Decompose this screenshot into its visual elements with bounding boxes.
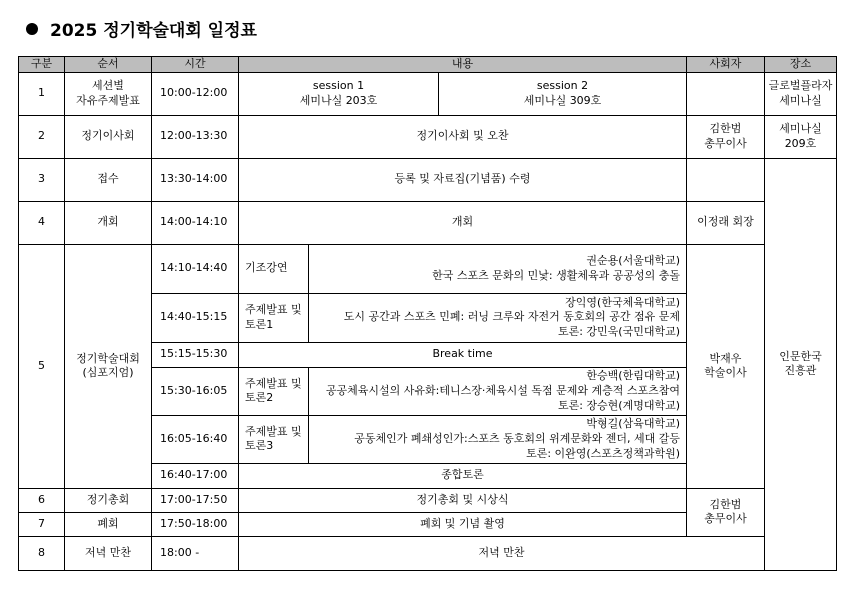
mc-role: 총무이사 xyxy=(704,136,747,150)
place-line: 인문한국 xyxy=(779,349,822,363)
place-line: 209호 xyxy=(784,136,817,150)
talk-label xyxy=(239,367,309,415)
label-line: 주제발표 및 xyxy=(245,376,302,390)
discussant-line: 토론: 이완영(스포츠정책과학원) xyxy=(526,446,680,460)
order-cell: 개회 xyxy=(65,201,152,244)
mc-cell xyxy=(687,72,765,115)
row-number: 5 xyxy=(19,244,65,488)
table-row xyxy=(19,201,837,244)
place-cell xyxy=(765,158,837,570)
header-jangso: 장소 xyxy=(765,57,837,73)
session-title: session 2 xyxy=(536,79,589,92)
label-line: 주제발표 및 xyxy=(245,424,302,438)
table-row xyxy=(19,244,837,293)
talk-content xyxy=(309,367,687,415)
mc-role: 총무이사 xyxy=(704,512,747,526)
session-room: 세미나실 203호 xyxy=(299,93,378,107)
row-number: 4 xyxy=(19,201,65,244)
speaker-line: 장익영(한국체육대학교) xyxy=(565,295,680,309)
speaker-line: 권순용(서울대학교) xyxy=(586,254,680,267)
place-line: 글로벌플라자 xyxy=(768,79,833,92)
topic-line: 공동체인가 폐쇄성인가:스포츠 동호회의 위계문화와 젠더, 세대 갈등 xyxy=(354,431,680,445)
order-line: 자유주제발표 xyxy=(76,93,140,107)
order-cell: 저녁 만찬 xyxy=(65,536,152,570)
table-row xyxy=(19,158,837,201)
page-title xyxy=(26,16,257,41)
time-cell: 14:10-14:40 xyxy=(152,244,239,293)
row-number: 1 xyxy=(19,72,65,115)
order-cell xyxy=(65,244,152,488)
time-cell: 14:00-14:10 xyxy=(152,201,239,244)
mc-cell xyxy=(687,158,765,201)
order-cell xyxy=(65,72,152,115)
discussant-line: 토론: 강민욱(국민대학교) xyxy=(557,325,680,339)
row-number: 6 xyxy=(19,488,65,512)
header-sigan: 시간 xyxy=(152,57,239,73)
time-cell: 12:00-13:30 xyxy=(152,115,239,158)
topic-line: 도시 공간과 스포츠 민폐: 러닝 크루와 자전거 동호회의 공간 점유 문제 xyxy=(343,310,680,324)
row-number: 3 xyxy=(19,158,65,201)
time-cell: 15:30-16:05 xyxy=(152,367,239,415)
talk-label: 기조강연 xyxy=(239,244,309,293)
order-line: 세션별 xyxy=(92,79,124,92)
order-cell: 접수 xyxy=(65,158,152,201)
content-cell: 정기이사회 및 오찬 xyxy=(239,115,687,158)
topic-line: 공공체육시설의 사유화:테니스장·체육시설 독점 문제와 계층적 스포츠참여 xyxy=(325,383,680,397)
mc-cell xyxy=(687,488,765,536)
time-cell: 10:00-12:00 xyxy=(152,72,239,115)
order-line: (심포지엄) xyxy=(82,366,134,380)
time-cell: 16:40-17:00 xyxy=(152,463,239,488)
session-room: 세미나실 309호 xyxy=(523,93,602,107)
header-naeyong: 내용 xyxy=(239,57,687,73)
time-cell: 16:05-16:40 xyxy=(152,415,239,463)
topic-line: 한국 스포츠 문화의 민낯: 생활체육과 공공성의 충돌 xyxy=(432,268,680,282)
content-cell: 개회 xyxy=(239,201,687,244)
content-cell: 폐회 및 기념 촬영 xyxy=(239,512,687,536)
header-row xyxy=(19,57,837,73)
row-number: 2 xyxy=(19,115,65,158)
mc-name: 김한범 xyxy=(709,122,742,135)
table-row xyxy=(19,536,837,570)
schedule-table xyxy=(18,56,837,571)
bullet-icon xyxy=(26,23,38,35)
content-cell: 저녁 만찬 xyxy=(239,536,765,570)
content-cell: Break time xyxy=(239,342,687,367)
time-cell: 13:30-14:00 xyxy=(152,158,239,201)
time-cell: 14:40-15:15 xyxy=(152,293,239,342)
time-cell: 17:00-17:50 xyxy=(152,488,239,512)
header-sahoeja: 사회자 xyxy=(687,57,765,73)
session1-cell xyxy=(239,72,439,115)
time-cell: 15:15-15:30 xyxy=(152,342,239,367)
table-row xyxy=(19,72,837,115)
table-row xyxy=(19,115,837,158)
speaker-line: 박형길(삼육대학교) xyxy=(586,417,680,431)
order-cell: 정기총회 xyxy=(65,488,152,512)
content-cell: 정기총회 및 시상식 xyxy=(239,488,687,512)
header-sunseo: 순서 xyxy=(65,57,152,73)
time-cell: 18:00 - xyxy=(152,536,239,570)
talk-content xyxy=(309,244,687,293)
label-line: 주제발표 및 xyxy=(245,303,302,316)
mc-name: 박재우 xyxy=(709,351,742,365)
mc-name: 김한범 xyxy=(709,497,742,511)
label-line: 토론2 xyxy=(245,391,274,405)
place-cell xyxy=(765,72,837,115)
talk-label xyxy=(239,415,309,463)
order-cell: 폐회 xyxy=(65,512,152,536)
speaker-line: 한승백(한림대학교) xyxy=(586,369,680,383)
place-line: 진흥관 xyxy=(784,364,817,378)
table-row xyxy=(19,488,837,512)
title-text: 2025 정기학술대회 일정표 xyxy=(50,21,257,41)
header-gubun: 구분 xyxy=(19,57,65,73)
row-number: 7 xyxy=(19,512,65,536)
mc-cell xyxy=(687,115,765,158)
content-cell: 종합토론 xyxy=(239,463,687,488)
place-cell xyxy=(765,115,837,158)
time-cell: 17:50-18:00 xyxy=(152,512,239,536)
order-cell: 정기이사회 xyxy=(65,115,152,158)
content-cell: 등록 및 자료집(기념품) 수령 xyxy=(239,158,687,201)
mc-cell xyxy=(687,244,765,488)
row-number: 8 xyxy=(19,536,65,570)
mc-role: 학술이사 xyxy=(704,366,747,380)
talk-content xyxy=(309,415,687,463)
mc-cell: 이정래 회장 xyxy=(687,201,765,244)
discussant-line: 토론: 장승현(계명대학교) xyxy=(557,398,680,412)
place-line: 세미나실 xyxy=(779,122,822,135)
label-line: 토론1 xyxy=(245,317,274,331)
session-title: session 1 xyxy=(312,79,365,92)
order-line: 정기학술대회 xyxy=(76,351,140,365)
talk-content xyxy=(309,293,687,342)
talk-label xyxy=(239,293,309,342)
place-line: 세미나실 xyxy=(779,93,822,107)
session2-cell xyxy=(439,72,687,115)
label-line: 토론3 xyxy=(245,439,274,453)
